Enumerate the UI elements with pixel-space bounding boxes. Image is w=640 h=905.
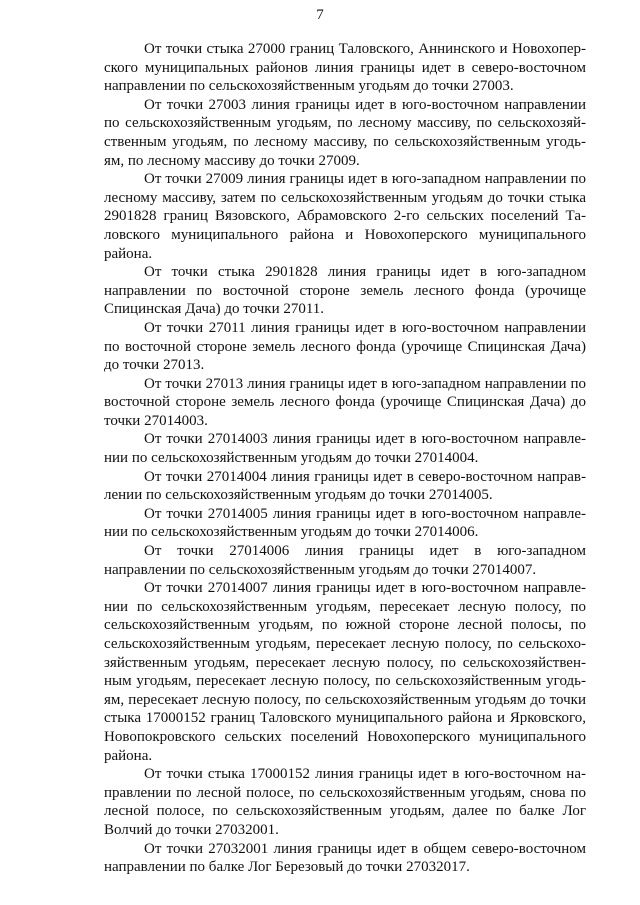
page-number: 7 (316, 7, 324, 23)
paragraph: От точки стыка 17000152 линия границы идет в юго-восточном направлении по лесной полосе, по сельскохозяйственным угодьям, снова по лесной полосе, по сельскохозяйственным угодьям, далее по балке Лог Волчий до точки 27032001. (104, 766, 586, 838)
paragraph: От точки 27014003 линия границы идет в юго-восточном направлении по сельскохозяйственным угодьям до точки 27014004. (104, 431, 586, 467)
paragraph: От точки 27014005 линия границы идет в юго-восточном направлении по сельскохозяйственным угодьям до точки 27014006. (104, 505, 586, 541)
paragraph: От точки 27014006 линия границы идет в юго-западном направлении по сельскохозяйственным угодьям до точки 27014007. (104, 543, 586, 578)
paragraph: От точки 27011 линия границы идет в юго-восточном направлении по восточной стороне земель лесного фонда (урочище Спицинская Дача) до точки 27013. (104, 319, 586, 374)
paragraph: От точки 27009 линия границы идет в юго-западном направлении по лесному массиву, затем по сельскохозяйственным угодьям до точки стыка 2901828 границ Вязовского, Абрамовского 2-го сельских поселений Таловского муниципального района и Новохоперского муниципального района. (104, 171, 586, 262)
paragraph: От точки 27003 линия границы идет в юго-восточном направлении по сельскохозяйственным угодьям, по лесному массиву, по сельскохозяйственным угодьям, по лесному массиву, по сельскохозяйственным угодьям, по лесному массиву до точки 27009. (104, 96, 586, 169)
paragraph: От точки стыка 27000 границ Таловского, Аннинского и Новохоперского муниципальных районов линия границы идет в северо-восточном направлении по сельскохозяйственным угодьям до точки 27003. (104, 41, 586, 95)
paragraph: От точки 27014007 линия границы идет в юго-восточном направлении по сельскохозяйственным угодьям, пересекает лесную полосу, по сельскохозяйственным угодьям, по южной стороне лесной полосы, по сельскохозяйственным угодьям, пересекает лесную полосу, по сельскохозяйственным угодьям, пересекает лесную полосу, по сельскохозяйственным угодьям, пересекает лесную полосу, по сельскохозяйственным угодьям, пересекает лесную полосу, по сельскохозяйственным угодьям до точки стыка 17000152 границ Таловского муниципального района и Ярковского, Новопокровского сельских поселений Новохоперского муниципального района. (104, 580, 586, 764)
paragraph: От точки стыка 2901828 линия границы идет в юго-западном направлении по восточной стороне земель лесного фонда (урочище Спицинская Дача) до точки 27011. (104, 264, 586, 318)
paragraph: От точки 27014004 линия границы идет в северо-восточном направлении по сельскохозяйственным угодьям до точки 27014005. (104, 468, 586, 504)
paragraph: От точки 27032001 линия границы идет в общем северо-восточном направлении по балке Лог Березовый до точки 27032017. (104, 840, 586, 876)
paragraph: От точки 27013 линия границы идет в юго-западном направлении по восточной стороне земель лесного фонда (урочище Спицинская Дача) до точки 27014003. (104, 375, 586, 429)
document-body (104, 40, 586, 877)
